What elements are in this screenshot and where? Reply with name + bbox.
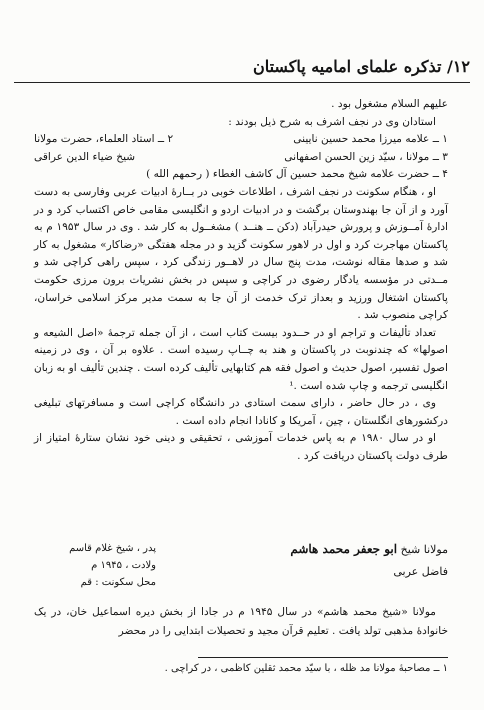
- bio-details: [36, 540, 156, 591]
- bio-name-line: [198, 538, 448, 561]
- footnote: ۱ ــ مصاحبهٔ مولانا مد ظله ، با سیّد محمد ثقلین کاظمی ، در کراچی .: [164, 663, 448, 674]
- biography-heading: [36, 538, 448, 596]
- bio-role: فاضل عربی: [393, 565, 448, 578]
- footnote-rule: [198, 657, 448, 658]
- bio-father: پدر ، شیخ غلام قاسم: [69, 543, 156, 554]
- main-text: [34, 96, 448, 465]
- paragraph: مولانا «شیخ محمد هاشم» در سال ۱۹۴۵ م در جادا از بخش دیره اسماعیل خان، در یک خانوادهٔ مذهبی تولد یافت . تعلیم قرآن مجید و تحصیلات ابتدایی را در محضر: [34, 606, 448, 637]
- header-rule: [14, 82, 470, 83]
- paragraph: او ، هنگام سکونت در نجف اشرف ، اطلاعات خوبی در بــارهٔ ادبیات عربی وفارسی به دست آورد و از آن جا بهندوستان برگشت و در ادبیات اردو و انگلیسی مقامی خاص اکتساب کرد و در ادارهٔ آمــوزش و پرورش حیدرآباد (دکن ــ هنــد ) مشغــول به کار شد . وی در سال ۱۹۵۳ م به پاکستان مهاجرت کرد و اول در لاهور سکونت گزید و در مجله هفتگی «رضاکار» مشغول به کار شد و صدها مقاله نوشت، مدت پنج سال در لاهــور زندگی کرد ، سپس راهی کراچی شد و مــدتی در مؤسسه یادگار رضوی در کراچی و سپس در بخش نشریات برون مرزی حکومت پاکستان اشتغال ورزید و بعداز ترک خدمت از آن جا به سمت مدیر مرکز اسلامی خراسان، کراچی منصوب شد .: [34, 185, 448, 322]
- bio-birth: ولادت ، ۱۹۴۵ م: [91, 560, 156, 571]
- header-text: ۱۲/ تذکره علمای امامیه پاکستان: [252, 56, 470, 76]
- paragraph: تعداد تألیفات و تراجم او در حــدود بیست کتاب است ، از آن جمله ترجمهٔ «اصل الشیعه و اصولها» که چندنوبت در پاکستان و هند به چــاپ رسیده است . علاوه بر آن ، وی در زمینه اصول تفسیر، اصول حدیث و اصول فقه هم کتابهایی تألیف کرده است . چندین تألیف او به زبان انگلیسی ترجمه و چاپ شده است .¹: [34, 326, 448, 392]
- bio-name: ابو جعفر محمد هاشم: [290, 542, 398, 556]
- teachers-intro: استادان وی در نجف اشرف به شرح ذیل بودند :: [228, 115, 436, 128]
- teacher-row: [34, 131, 448, 149]
- teacher-item: ۱ ــ علامه میرزا محمد حسین نایینی: [293, 133, 448, 146]
- bio-paragraph: [34, 603, 448, 641]
- teachers-list: [34, 131, 448, 184]
- teacher-row: [34, 166, 448, 184]
- paragraph: او در سال ۱۹۸۰ م به پاس خدمات آموزشی ، تحقیقی و دینی خود نشان ستارهٔ امتیاز از طرف دولت پاکستان دریافت کرد .: [34, 432, 448, 462]
- bio-residence: محل سکونت : قم: [80, 577, 156, 588]
- teacher-item: ۲ ــ استاد العلماء، حضرت مولانا: [34, 133, 174, 146]
- running-header: [14, 54, 470, 78]
- teacher-item: ۴ ــ حضرت علامه شیخ محمد حسین آل کاشف الغطاء ( رحمهم الله ): [146, 168, 448, 181]
- teacher-item: ۳ ــ مولانا ، سیّد زین الحسن اصفهانی: [284, 150, 448, 163]
- bio-title-block: [198, 538, 448, 583]
- paragraph: وی ، در حال حاضر ، دارای سمت استادی در دانشگاه کراچی است و مسافرتهای تبلیغی درکشورهای انگلستان ، چین ، آمریکا و کانادا انجام داده است .: [34, 397, 448, 427]
- bio-title-prefix: مولانا شیخ: [400, 543, 448, 556]
- teacher-item: شیخ ضیاء الدین عراقی: [34, 150, 136, 163]
- teacher-row: [34, 149, 448, 167]
- opening-line: علیهم السلام مشغول بود .: [331, 98, 448, 110]
